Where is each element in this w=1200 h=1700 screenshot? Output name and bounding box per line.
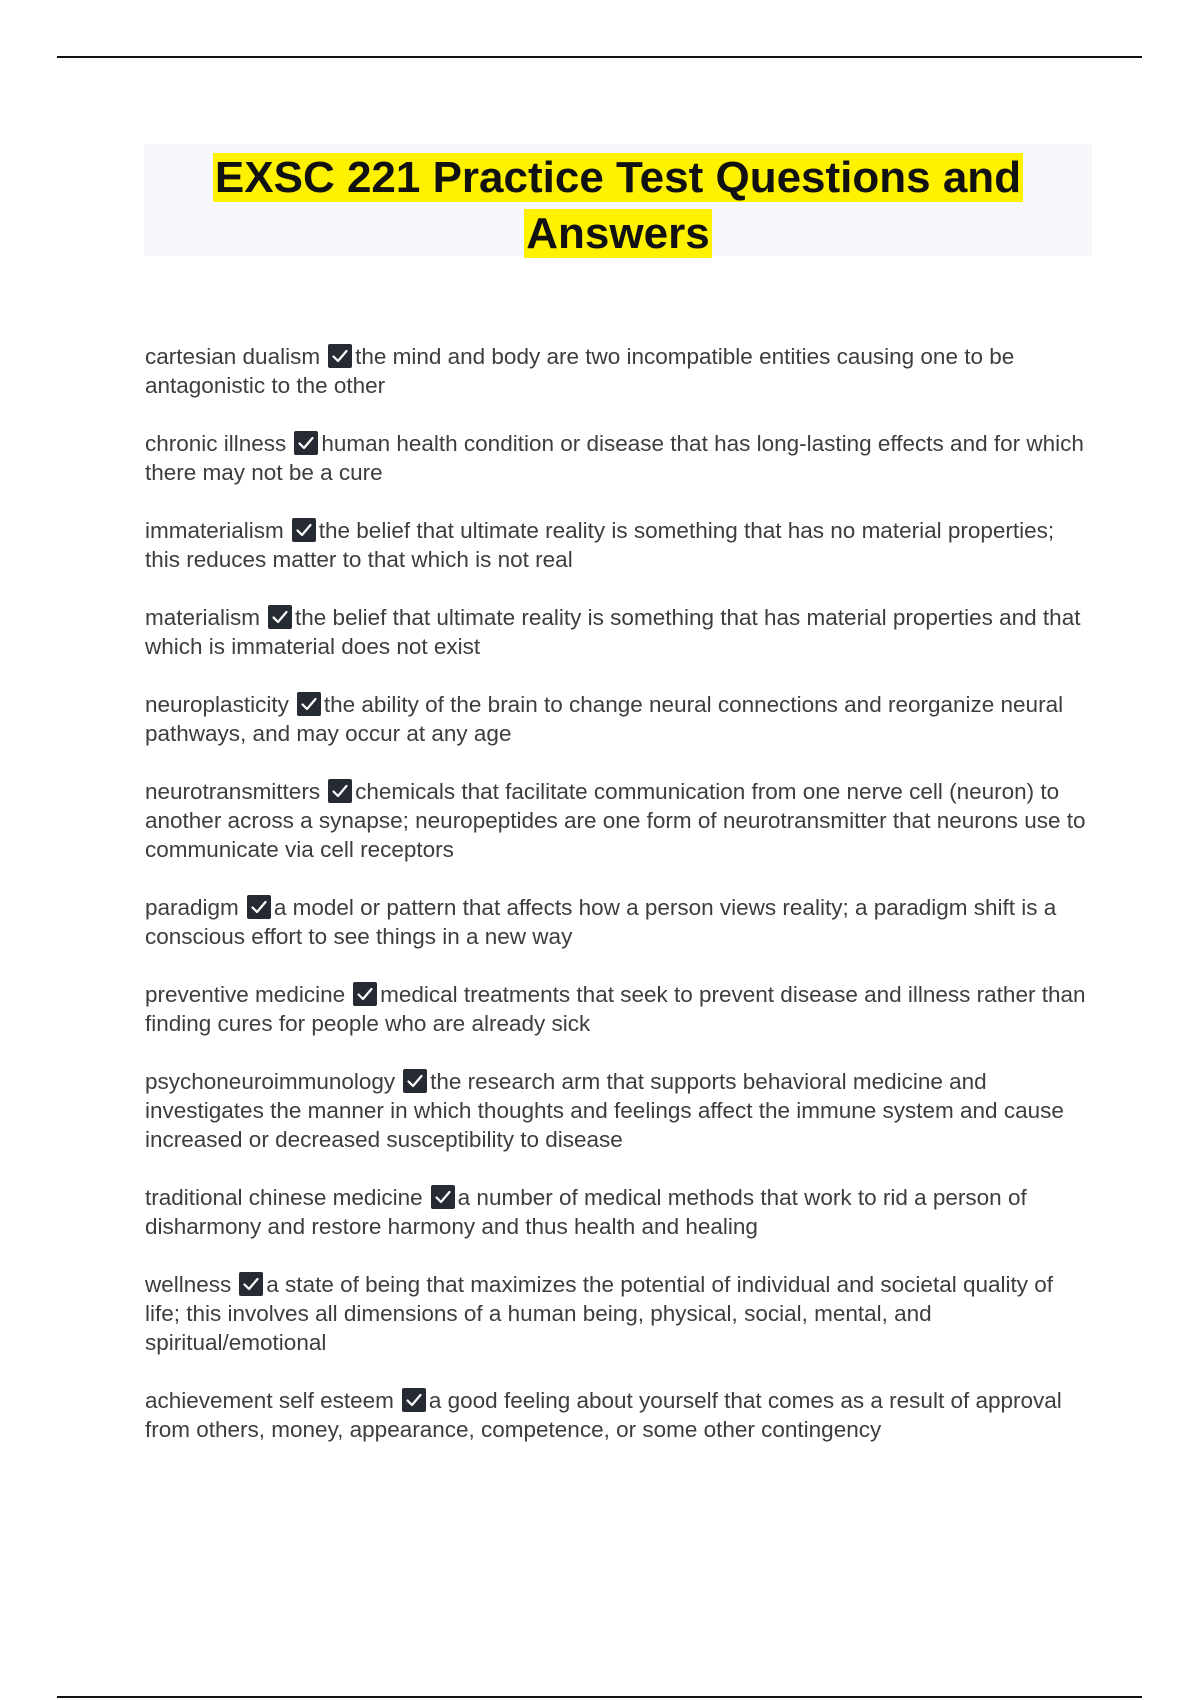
- qa-item: [145, 980, 1090, 1038]
- term: cartesian dualism: [145, 344, 321, 369]
- check-mark-icon: [239, 1272, 263, 1296]
- qa-item: [145, 690, 1090, 748]
- qa-item: [145, 777, 1090, 864]
- check-mark-icon: [328, 344, 352, 368]
- qa-item: [145, 342, 1090, 400]
- qa-item: [145, 516, 1090, 574]
- check-mark-icon: [328, 779, 352, 803]
- term: preventive medicine: [145, 982, 346, 1007]
- term: neuroplasticity: [145, 692, 289, 717]
- document-title: [144, 150, 1092, 262]
- definition: the belief that ultimate reality is something that has no material properties; this reduces matter to that which is not real: [145, 518, 1055, 572]
- check-mark-icon: [431, 1185, 455, 1209]
- check-mark-icon: [268, 605, 292, 629]
- check-mark-icon: [247, 895, 271, 919]
- definition: human health condition or disease that has long-lasting effects and for which there may not be a cure: [145, 431, 1084, 485]
- qa-item: [145, 429, 1090, 487]
- check-mark-icon: [294, 431, 318, 455]
- definition: medical treatments that seek to prevent disease and illness rather than finding cures for people who are already sick: [145, 982, 1086, 1036]
- term: psychoneuroimmunology: [145, 1069, 396, 1094]
- bottom-divider: [57, 1696, 1142, 1698]
- term: traditional chinese medicine: [145, 1185, 423, 1210]
- definition: the belief that ultimate reality is something that has material properties and that which is immaterial does not exist: [145, 605, 1081, 659]
- term: materialism: [145, 605, 261, 630]
- top-divider: [57, 56, 1142, 58]
- term: paradigm: [145, 895, 239, 920]
- title-banner: [144, 144, 1092, 256]
- definition: a number of medical methods that work to rid a person of disharmony and restore harmony and thus health and healing: [145, 1185, 1027, 1239]
- definition: a model or pattern that affects how a person views reality; a paradigm shift is a conscious effort to see things in a new way: [145, 895, 1057, 949]
- term: immaterialism: [145, 518, 284, 543]
- definition: chemicals that facilitate communication from one nerve cell (neuron) to another across a synapse; neuropeptides are one form of neurotransmitter that neurons use to communicate via cell receptors: [145, 779, 1086, 862]
- qa-item: [145, 1270, 1090, 1357]
- definition: a state of being that maximizes the potential of individual and societal quality of life; this involves all dimensions of a human being, physical, social, mental, and spiritual/emotional: [145, 1272, 1054, 1355]
- document-title-text: EXSC 221 Practice Test Questions and Answers: [214, 153, 1022, 258]
- definition: a good feeling about yourself that comes as a result of approval from others, money, appearance, competence, or some other contingency: [145, 1388, 1062, 1442]
- term: neurotransmitters: [145, 779, 321, 804]
- definition: the mind and body are two incompatible entities causing one to be antagonistic to the other: [145, 344, 1015, 398]
- term: wellness: [145, 1272, 232, 1297]
- term: chronic illness: [145, 431, 287, 456]
- qa-item: [145, 603, 1090, 661]
- qa-item: [145, 893, 1090, 951]
- definition: the ability of the brain to change neural connections and reorganize neural pathways, and may occur at any age: [145, 692, 1064, 746]
- definition: the research arm that supports behavioral medicine and investigates the manner in which thoughts and feelings affect the immune system and cause increased or decreased susceptibility to disease: [145, 1069, 1064, 1152]
- qa-list: [145, 342, 1090, 1473]
- check-mark-icon: [292, 518, 316, 542]
- check-mark-icon: [402, 1388, 426, 1412]
- qa-item: [145, 1183, 1090, 1241]
- check-mark-icon: [297, 692, 321, 716]
- check-mark-icon: [403, 1069, 427, 1093]
- qa-item: [145, 1067, 1090, 1154]
- qa-item: [145, 1386, 1090, 1444]
- check-mark-icon: [353, 982, 377, 1006]
- term: achievement self esteem: [145, 1388, 394, 1413]
